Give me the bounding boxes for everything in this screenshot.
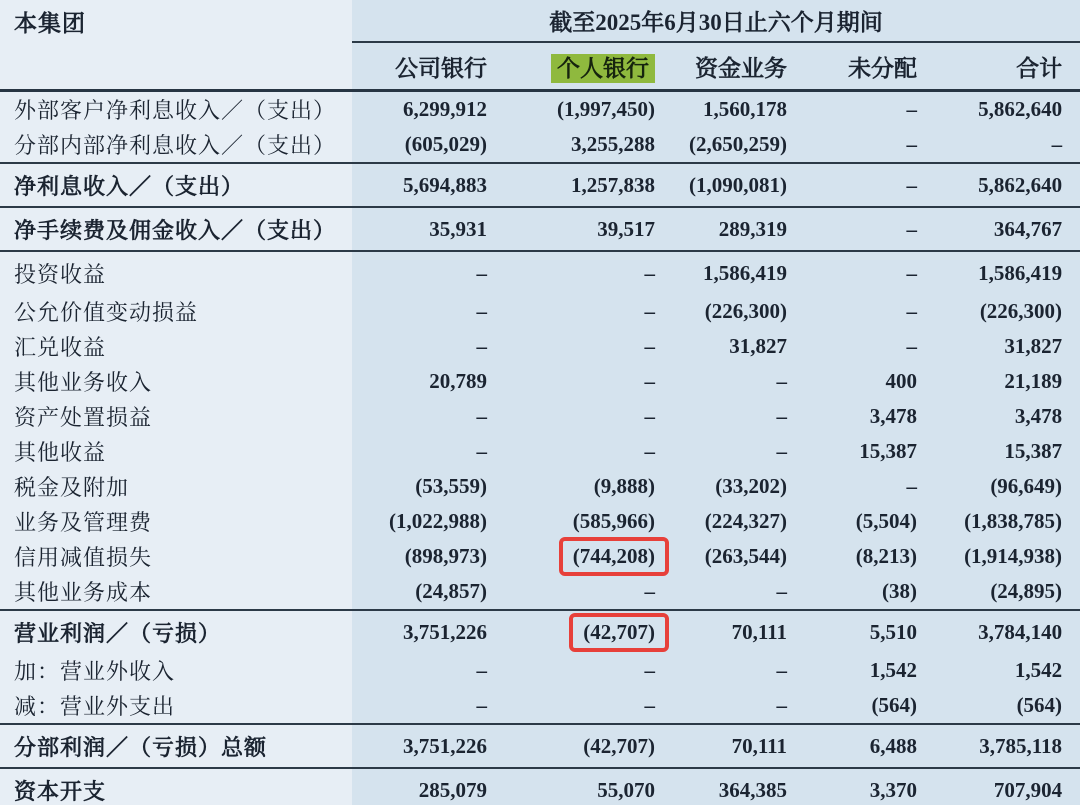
cell-value: (898,973) xyxy=(352,539,487,574)
row-label: 资产处置损益 xyxy=(0,399,352,434)
cell-value: 3,751,226 xyxy=(352,610,487,653)
red-highlight-box: (42,707) xyxy=(569,613,669,652)
table-row xyxy=(0,434,1080,469)
cell-value: (1,090,081) xyxy=(655,163,787,207)
cell-value: – xyxy=(487,399,655,434)
row-label: 其他业务成本 xyxy=(0,574,352,610)
cell-value: 400 xyxy=(787,364,917,399)
column-header-unallocated: 未分配 xyxy=(787,42,917,91)
row-label: 其他业务收入 xyxy=(0,364,352,399)
cell-value: – xyxy=(487,294,655,329)
cell-value: 1,542 xyxy=(787,653,917,688)
row-label: 净手续费及佣金收入／（支出） xyxy=(0,207,352,251)
cell-value: 707,904 xyxy=(917,768,1080,805)
cell-value: 6,299,912 xyxy=(352,91,487,128)
row-label: 减：营业外支出 xyxy=(0,688,352,724)
period-header-row xyxy=(0,0,1080,42)
cell-value: (564) xyxy=(917,688,1080,724)
period-header: 截至2025年6月30日止六个月期间 xyxy=(352,0,1080,42)
cell-value: 3,478 xyxy=(917,399,1080,434)
row-label: 外部客户净利息收入／（支出） xyxy=(0,91,352,128)
cell-value: – xyxy=(352,688,487,724)
cell-value: (24,857) xyxy=(352,574,487,610)
cell-value: 70,111 xyxy=(655,610,787,653)
cell-value: (53,559) xyxy=(352,469,487,504)
cell-value: 3,255,288 xyxy=(487,127,655,163)
cell-value: – xyxy=(487,688,655,724)
cell-value: (263,544) xyxy=(655,539,787,574)
cell-value: 39,517 xyxy=(487,207,655,251)
table-row xyxy=(0,163,1080,207)
cell-value: – xyxy=(487,364,655,399)
cell-value: (224,327) xyxy=(655,504,787,539)
column-header-personal-banking xyxy=(487,42,655,91)
row-label: 信用减值损失 xyxy=(0,539,352,574)
table-row xyxy=(0,504,1080,539)
cell-value: – xyxy=(352,251,487,294)
cell-value: (226,300) xyxy=(917,294,1080,329)
column-header-empty xyxy=(0,42,352,91)
cell-value: (33,202) xyxy=(655,469,787,504)
cell-value: 3,784,140 xyxy=(917,610,1080,653)
red-highlight-box: (744,208) xyxy=(559,537,669,576)
table-row xyxy=(0,610,1080,653)
cell-value: – xyxy=(352,399,487,434)
table-row xyxy=(0,574,1080,610)
cell-value: 31,827 xyxy=(917,329,1080,364)
table-row xyxy=(0,207,1080,251)
cell-value: 15,387 xyxy=(917,434,1080,469)
column-header-corporate-banking: 公司银行 xyxy=(352,42,487,91)
table-row xyxy=(0,768,1080,805)
table-row xyxy=(0,91,1080,128)
cell-value: 5,862,640 xyxy=(917,91,1080,128)
cell-value: 364,385 xyxy=(655,768,787,805)
cell-value: – xyxy=(787,91,917,128)
cell-value: – xyxy=(487,329,655,364)
row-label: 净利息收入／（支出） xyxy=(0,163,352,207)
cell-value: (564) xyxy=(787,688,917,724)
cell-value: (9,888) xyxy=(487,469,655,504)
row-label: 分部内部净利息收入／（支出） xyxy=(0,127,352,163)
cell-value: 70,111 xyxy=(655,724,787,768)
table-row xyxy=(0,329,1080,364)
cell-value: – xyxy=(787,207,917,251)
cell-value: 1,257,838 xyxy=(487,163,655,207)
column-header-total: 合计 xyxy=(917,42,1080,91)
row-label: 资本开支 xyxy=(0,768,352,805)
cell-value: – xyxy=(655,399,787,434)
cell-value: 3,751,226 xyxy=(352,724,487,768)
cell-value: (1,914,938) xyxy=(917,539,1080,574)
cell-value: (24,895) xyxy=(917,574,1080,610)
cell-value: (96,649) xyxy=(917,469,1080,504)
row-label: 营业利润／（亏损） xyxy=(0,610,352,653)
cell-value: – xyxy=(487,434,655,469)
cell-value: 55,070 xyxy=(487,768,655,805)
cell-value: 5,862,640 xyxy=(917,163,1080,207)
table-row xyxy=(0,539,1080,574)
cell-value: – xyxy=(787,329,917,364)
cell-value: – xyxy=(787,163,917,207)
table-row xyxy=(0,469,1080,504)
cell-value: 3,370 xyxy=(787,768,917,805)
cell-value: 1,586,419 xyxy=(917,251,1080,294)
cell-value xyxy=(487,610,655,653)
cell-value: 1,560,178 xyxy=(655,91,787,128)
row-label: 业务及管理费 xyxy=(0,504,352,539)
cell-value: – xyxy=(917,127,1080,163)
cell-value: 20,789 xyxy=(352,364,487,399)
cell-value: (1,838,785) xyxy=(917,504,1080,539)
table-row xyxy=(0,688,1080,724)
cell-value: – xyxy=(352,329,487,364)
row-label: 加：营业外收入 xyxy=(0,653,352,688)
table-row xyxy=(0,294,1080,329)
column-header-treasury: 资金业务 xyxy=(655,42,787,91)
cell-value xyxy=(487,539,655,574)
cell-value: (605,029) xyxy=(352,127,487,163)
green-highlight: 个人银行 xyxy=(551,54,655,83)
table-row xyxy=(0,399,1080,434)
cell-value: – xyxy=(655,574,787,610)
cell-value: 35,931 xyxy=(352,207,487,251)
row-label: 投资收益 xyxy=(0,251,352,294)
cell-value: – xyxy=(655,688,787,724)
cell-value: (2,650,259) xyxy=(655,127,787,163)
cell-value: 5,694,883 xyxy=(352,163,487,207)
cell-value: – xyxy=(487,653,655,688)
cell-value: (226,300) xyxy=(655,294,787,329)
cell-value: – xyxy=(655,434,787,469)
cell-value: – xyxy=(352,294,487,329)
cell-value: – xyxy=(787,469,917,504)
row-label: 其他收益 xyxy=(0,434,352,469)
cell-value: 1,586,419 xyxy=(655,251,787,294)
corner-label: 本集团 xyxy=(0,0,352,42)
cell-value: (8,213) xyxy=(787,539,917,574)
table-row xyxy=(0,364,1080,399)
cell-value: – xyxy=(655,653,787,688)
cell-value: 31,827 xyxy=(655,329,787,364)
table-row xyxy=(0,251,1080,294)
cell-value: – xyxy=(487,251,655,294)
cell-value: – xyxy=(487,574,655,610)
cell-value: (38) xyxy=(787,574,917,610)
row-label: 分部利润／（亏损）总额 xyxy=(0,724,352,768)
cell-value: (5,504) xyxy=(787,504,917,539)
cell-value: – xyxy=(352,434,487,469)
cell-value: – xyxy=(655,364,787,399)
cell-value: – xyxy=(787,127,917,163)
table-row xyxy=(0,653,1080,688)
cell-value: (1,022,988) xyxy=(352,504,487,539)
cell-value: 6,488 xyxy=(787,724,917,768)
cell-value: 364,767 xyxy=(917,207,1080,251)
cell-value: – xyxy=(787,251,917,294)
cell-value: (585,966) xyxy=(487,504,655,539)
table-row xyxy=(0,724,1080,768)
cell-value: 1,542 xyxy=(917,653,1080,688)
cell-value: (1,997,450) xyxy=(487,91,655,128)
cell-value: 21,189 xyxy=(917,364,1080,399)
row-label: 公允价值变动损益 xyxy=(0,294,352,329)
cell-value: 3,478 xyxy=(787,399,917,434)
cell-value: (42,707) xyxy=(487,724,655,768)
cell-value: 3,785,118 xyxy=(917,724,1080,768)
cell-value: 289,319 xyxy=(655,207,787,251)
cell-value: 285,079 xyxy=(352,768,487,805)
cell-value: – xyxy=(787,294,917,329)
table-row xyxy=(0,127,1080,163)
cell-value: 15,387 xyxy=(787,434,917,469)
column-header-row xyxy=(0,42,1080,91)
row-label: 税金及附加 xyxy=(0,469,352,504)
cell-value: 5,510 xyxy=(787,610,917,653)
row-label: 汇兑收益 xyxy=(0,329,352,364)
cell-value: – xyxy=(352,653,487,688)
